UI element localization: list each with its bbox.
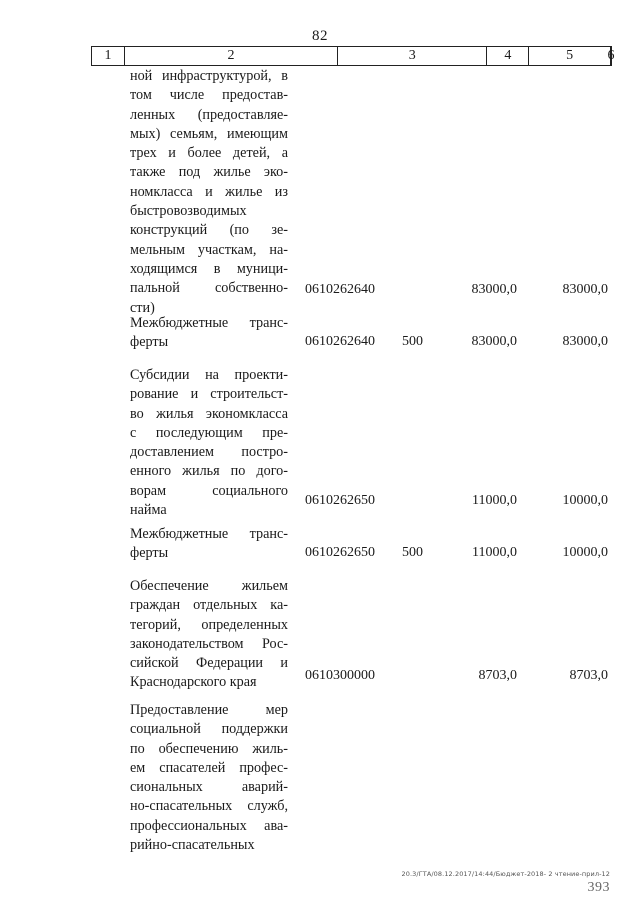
header-col-3: 3 [338, 47, 487, 65]
document-footer: 20.3/ГТА/08.12.2017/14:44/Бюджет-2018- 2 чтение-прил-12 [401, 870, 610, 878]
row-description: Субсидии на проекти- рование и строительст- во жилья экономкласса с последующим пре- доставлением постро- енного жилья по дого- ворам социального найма [130, 367, 288, 519]
row-expense-type: 500 [402, 334, 423, 349]
sheet-stamp-number: 393 [587, 880, 610, 895]
row-code: 0610262640 [305, 334, 375, 349]
row-value-col6: 83000,0 [562, 334, 608, 349]
row-value-col6: 8703,0 [569, 668, 608, 683]
row-code: 0610300000 [305, 668, 375, 683]
row-description: Межбюджетные транс- ферты [130, 526, 288, 562]
row-description: Предоставление мер социальной поддержки по обеспечению жиль- ем спасателей профес- сиональных аварий- но-спасательных служб, профессиональных ава- рийно-спасательных [130, 702, 288, 854]
row-value-col6: 10000,0 [562, 493, 608, 508]
row-expense-type: 500 [402, 545, 423, 560]
header-col-5: 5 [529, 47, 611, 65]
header-col-1: 1 [92, 47, 125, 65]
row-value-col5: 11000,0 [472, 493, 517, 508]
row-description: ной инфраструктурой, в том числе предостав- ленных (предоставляе- мых) семьям, имеющим трех и более детей, а также под жилье эко- номкласса и жилье из быстровозводимых конструкций (по зе- мельным участкам, на- ходящимся в муници- пальной собственно- сти) [130, 68, 288, 316]
header-col-4: 4 [487, 47, 529, 65]
row-value-col5: 8703,0 [478, 668, 517, 683]
row-code: 0610262650 [305, 545, 375, 560]
row-value-col5: 83000,0 [471, 282, 517, 297]
row-value-col5: 11000,0 [472, 545, 517, 560]
row-code: 0610262640 [305, 282, 375, 297]
header-col-2: 2 [125, 47, 338, 65]
row-value-col6: 10000,0 [562, 545, 608, 560]
row-description: Межбюджетные транс- ферты [130, 315, 288, 351]
row-value-col5: 83000,0 [471, 334, 517, 349]
row-value-col6: 83000,0 [562, 282, 608, 297]
page-number: 82 [312, 28, 328, 44]
row-description: Обеспечение жильем граждан отдельных ка- тегорий, определенных законодательством Рос- сийской Федерации и Краснодарского края [130, 578, 288, 691]
row-code: 0610262650 [305, 493, 375, 508]
table-header: 1 2 3 4 5 6 [91, 46, 612, 66]
